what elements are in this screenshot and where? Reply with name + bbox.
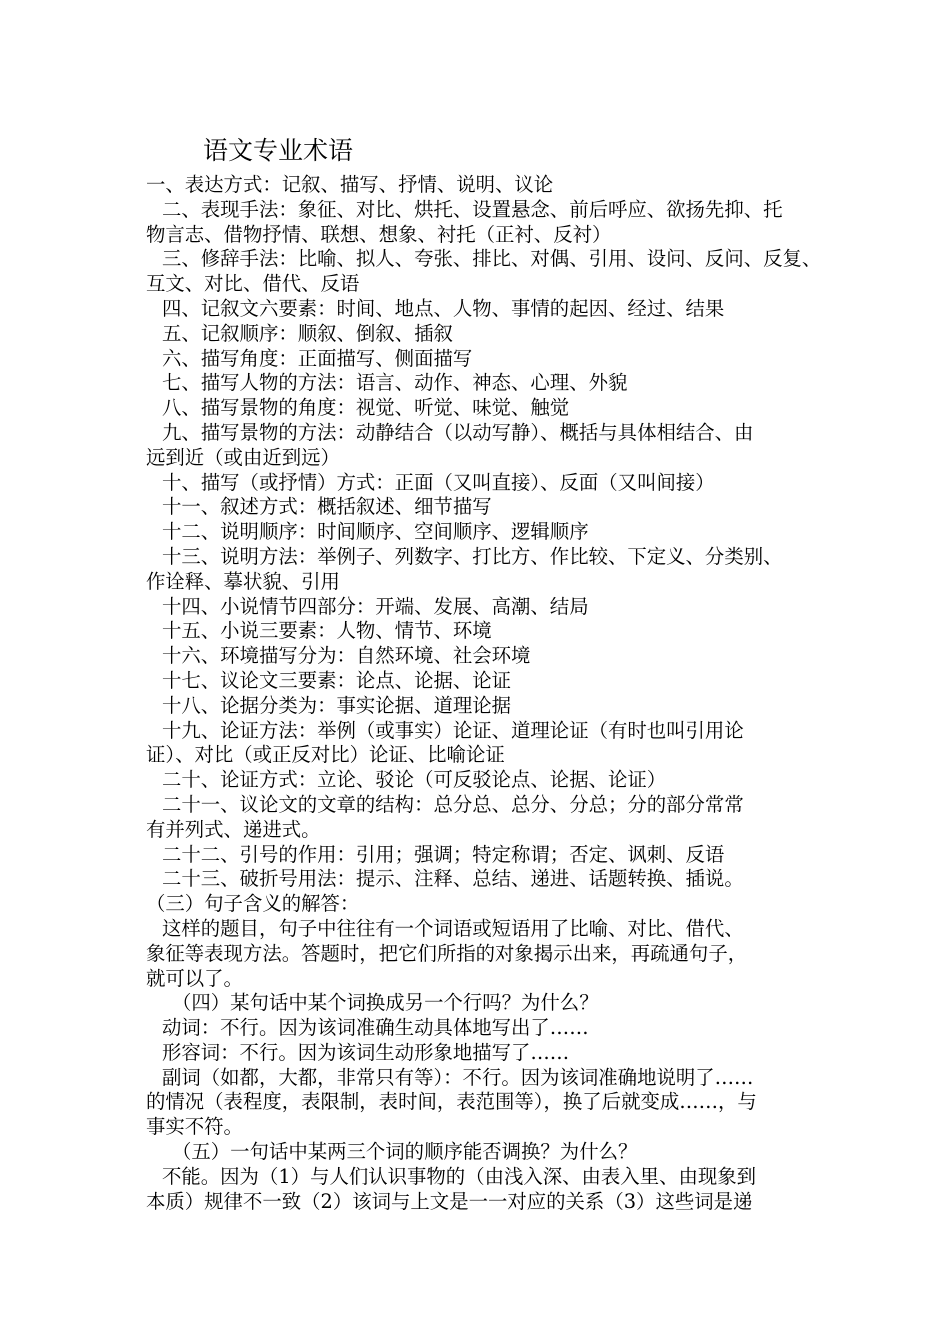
text-line: 形容词：不行。因为该词生动形象地描写了…… xyxy=(162,1040,570,1064)
text-line: 就可以了。 xyxy=(146,966,243,990)
text-line: 十三、说明方法：举例子、列数字、打比方、作比较、下定义、分类别、 xyxy=(162,544,783,568)
text-line: 六、描写角度：正面描写、侧面描写 xyxy=(162,346,473,370)
text-line: 物言志、借物抒情、联想、想象、衬托（正衬、反衬） xyxy=(146,222,612,246)
text-line: 远到近（或由近到远） xyxy=(146,445,340,469)
text-line: 有并列式、递进式。 xyxy=(146,817,321,841)
text-line: 一、表达方式：记叙、描写、抒情、说明、议论 xyxy=(146,173,554,196)
text-line: 十四、小说情节四部分：开端、发展、高潮、结局 xyxy=(162,594,589,618)
text-line: （四）某句话中某个词换成另一个行吗？为什么？ xyxy=(172,991,599,1015)
text-line: 证）、对比（或正反对比）论证、比喻论证 xyxy=(146,743,505,767)
text-line: 的情况（表程度，表限制，表时间，表范围等），换了后就变成……，与 xyxy=(146,1090,757,1114)
text-line: 十二、说明顺序：时间顺序、空间顺序、逻辑顺序 xyxy=(162,520,589,544)
text-line: 这样的题目，句子中往往有一个词语或短语用了比喻、对比、借代、 xyxy=(162,916,744,940)
text-line: 七、描写人物的方法：语言、动作、神态、心理、外貌 xyxy=(162,371,628,395)
document-title: 语文专业术语 xyxy=(203,136,354,165)
text-line: 象征等表现方法。答题时，把它们所指的对象揭示出来，再疏通句子， xyxy=(146,941,748,965)
text-line: 十七、议论文三要素：论点、论据、论证 xyxy=(162,668,512,692)
text-line: 九、描写景物的方法：动静结合（以动写静）、概括与具体相结合、由 xyxy=(162,420,754,444)
text-line: 二十、论证方式：立论、驳论（可反驳论点、论据、论证） xyxy=(162,768,667,792)
text-line: 十九、论证方法：举例（或事实）论证、道理论证（有时也叫引用论 xyxy=(162,718,744,742)
text-line: 十六、环境描写分为：自然环境、社会环境 xyxy=(162,644,531,668)
text-line: 作诠释、摹状貌、引用 xyxy=(146,569,340,593)
text-line: 本质）规律不一致（2）该词与上文是一一对应的关系（3）这些词是递 xyxy=(146,1189,753,1213)
text-line: 三、修辞手法：比喻、拟人、夸张、排比、对偶、引用、设问、反问、反复、 xyxy=(162,247,822,271)
text-line: （三）句子含义的解答： xyxy=(146,892,360,916)
text-line: 二十一、议论文的文章的结构：总分总、总分、分总；分的部分常常 xyxy=(162,792,744,816)
text-line: 十一、叙述方式：概括叙述、细节描写 xyxy=(162,495,492,519)
text-line: 四、记叙文六要素：时间、地点、人物、事情的起因、经过、结果 xyxy=(162,296,725,320)
document-body xyxy=(146,173,822,1214)
text-line: 动词：不行。因为该词准确生动具体地写出了…… xyxy=(162,1016,589,1040)
text-line: 副词（如都，大都，非常只有等）：不行。因为该词准确地说明了…… xyxy=(162,1065,754,1089)
text-line: 十、描写（或抒情）方式：正面（又叫直接）、反面（又叫间接） xyxy=(162,470,715,494)
text-line: 互文、对比、借代、反语 xyxy=(146,272,360,296)
text-line: （五）一句话中某两三个词的顺序能否调换？为什么？ xyxy=(172,1140,638,1164)
text-line: 十五、小说三要素：人物、情节、环境 xyxy=(162,619,492,643)
text-line: 二十二、引号的作用：引用；强调；特定称谓；否定、讽刺、反语 xyxy=(162,842,725,866)
text-line: 十八、论据分类为：事实论据、道理论据 xyxy=(162,693,512,717)
text-line: 二十三、破折号用法：提示、注释、总结、递进、话题转换、插说。 xyxy=(162,867,744,891)
text-line: 不能。因为（1）与人们认识事物的（由浅入深、由表入里、由现象到 xyxy=(162,1164,757,1188)
text-line: 五、记叙顺序：顺叙、倒叙、插叙 xyxy=(162,321,453,345)
text-line: 二、表现手法：象征、对比、烘托、设置悬念、前后呼应、欲扬先抑、托 xyxy=(162,197,783,221)
text-line: 八、描写景物的角度：视觉、听觉、味觉、触觉 xyxy=(162,396,570,420)
text-line: 事实不符。 xyxy=(146,1115,243,1139)
